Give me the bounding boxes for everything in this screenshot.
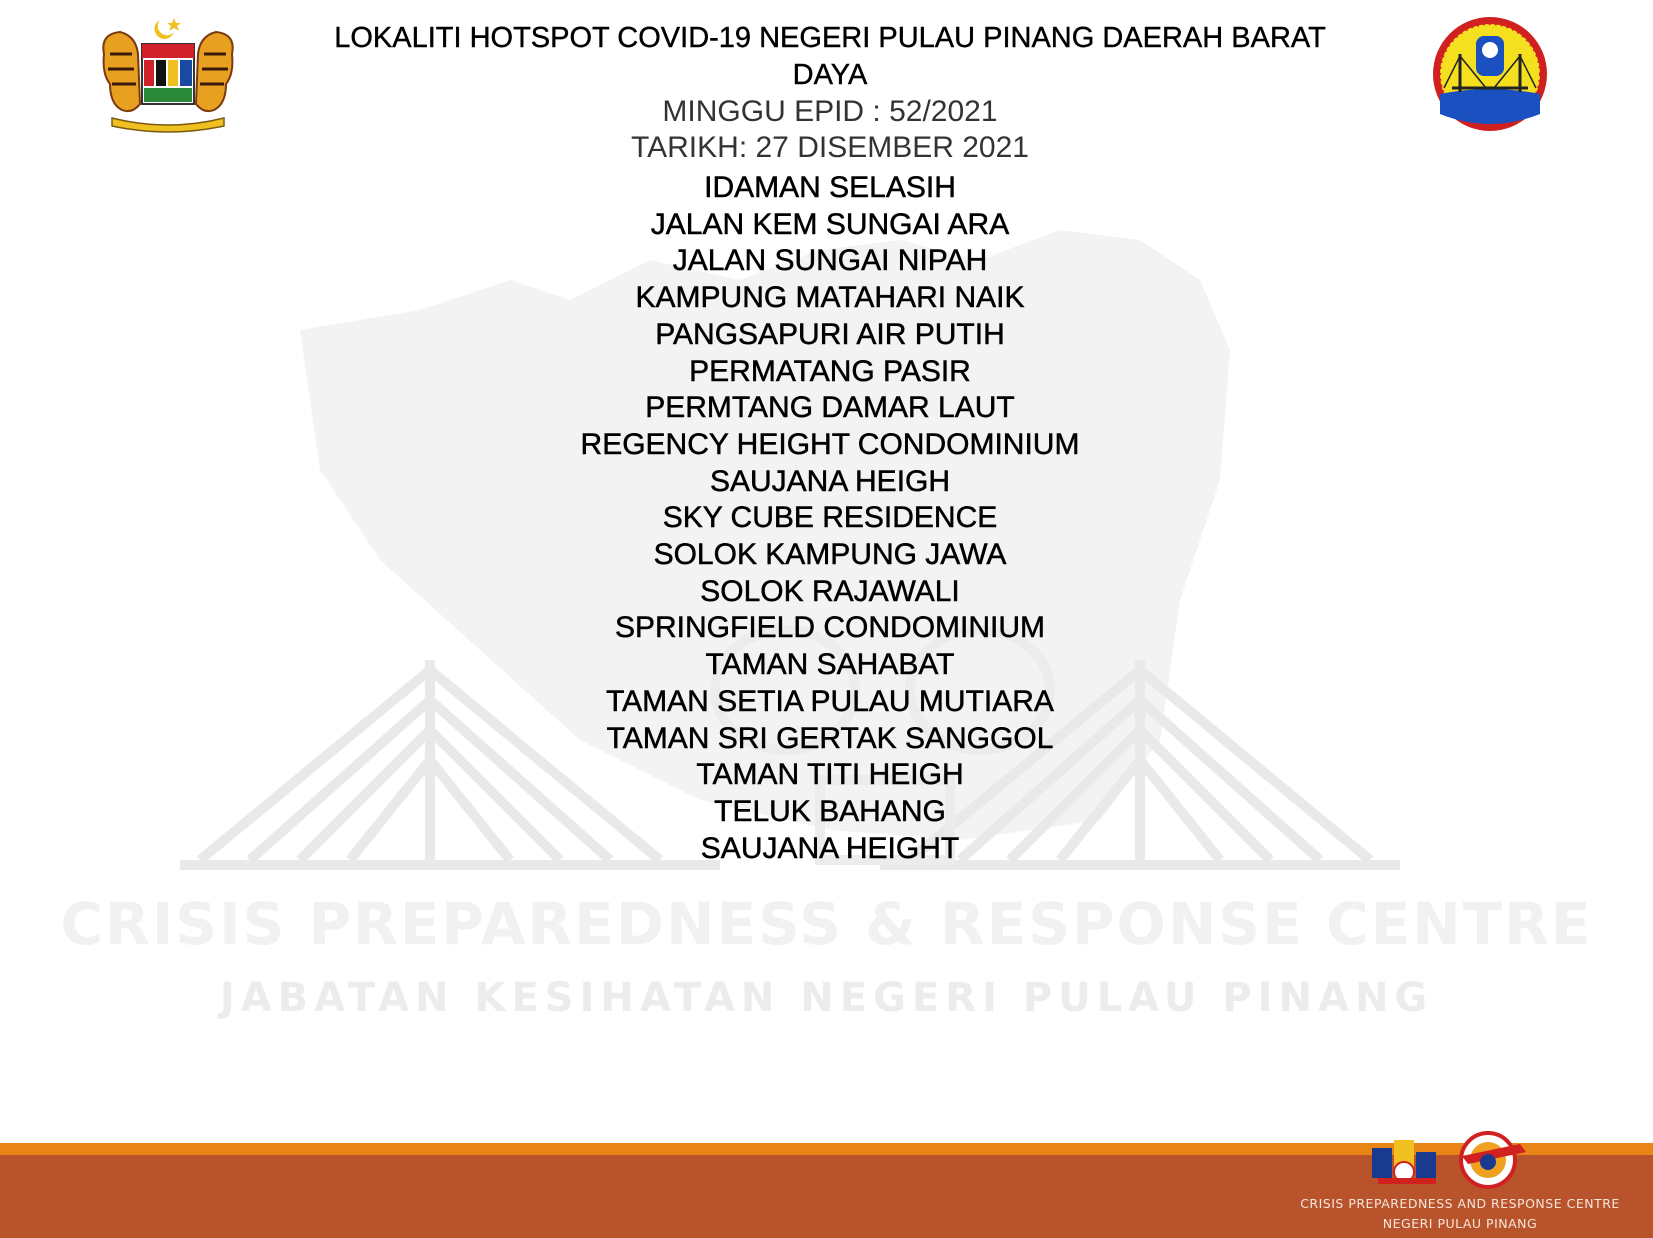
list-item: JALAN KEM SUNGAI ARA [650,207,1010,241]
page-title-line2: DAYA [792,59,868,91]
list-item: SPRINGFIELD CONDOMINIUM [614,611,1046,645]
list-item: SOLOK KAMPUNG JAWA [653,538,1007,572]
list-item: SOLOK RAJAWALI [700,574,960,608]
list-item: TAMAN SAHABAT [705,648,955,682]
epid-week: MINGGU EPID : 52/2021 [662,95,998,128]
list-item: PERMATANG PASIR [689,354,971,388]
list-item: IDAMAN SELASIH [704,171,956,204]
list-item: TAMAN SRI GERTAK SANGGOL [606,721,1054,755]
list-item: TAMAN TITI HEIGH [696,758,964,792]
list-item: REGENCY HEIGHT CONDOMINIUM [580,427,1080,461]
list-item: PANGSAPURI AIR PUTIH [655,317,1005,351]
list-item: SAUJANA HEIGH [709,464,951,498]
list-item: KAMPUNG MATAHARI NAIK [635,281,1025,315]
list-item: SAUJANA HEIGHT [700,831,960,865]
report-date: TARIKH: 27 DISEMBER 2021 [631,131,1029,164]
list-item: TAMAN SETIA PULAU MUTIARA [606,684,1054,718]
footer-org-state: NEGERI PULAU PINANG [1382,1216,1538,1231]
penang-health-department-icon [1430,14,1550,134]
list-item: SKY CUBE RESIDENCE [662,501,998,535]
header [300,20,1360,166]
list-item: TELUK BAHANG [714,794,946,828]
page-title-line1: LOKALITI HOTSPOT COVID-19 NEGERI PULAU PINANG DAERAH BARAT [334,22,1326,54]
malaysia-coat-of-arms-icon [92,14,244,134]
list-item: JALAN SUNGAI NIPAH [672,244,988,278]
hotspot-locality-list [560,170,1100,867]
watermark-title: CRISIS PREPAREDNESS & RESPONSE CENTRE [60,890,1593,958]
watermark-subtitle: JABATAN KESIHATAN NEGERI PULAU PINANG [219,975,1434,1021]
cprc-covid-logos-icon [1370,1130,1540,1192]
list-item: PERMTANG DAMAR LAUT [645,391,1015,425]
footer-org-name: CRISIS PREPAREDNESS AND RESPONSE CENTRE [1300,1196,1620,1211]
